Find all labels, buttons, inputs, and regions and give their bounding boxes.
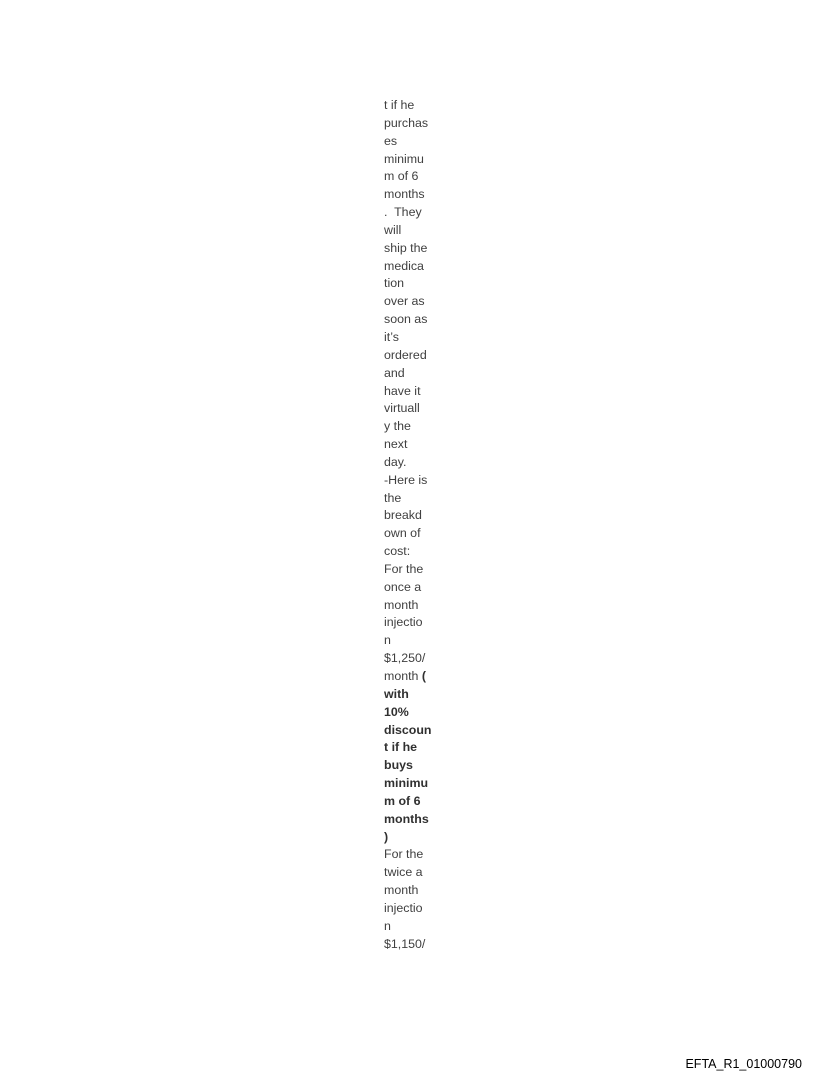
- text-line-content: t if he: [384, 740, 418, 755]
- text-line-content: discoun: [384, 722, 432, 737]
- text-line: [384, 365, 440, 383]
- text-line: [384, 293, 440, 311]
- text-line: [384, 258, 440, 276]
- text-line: [384, 97, 440, 115]
- text-line-content: es: [384, 133, 398, 148]
- text-line: [384, 436, 440, 454]
- text-line-content: with: [384, 686, 409, 701]
- text-line: [384, 311, 440, 329]
- text-line-content: will: [384, 222, 402, 237]
- text-line: [384, 918, 440, 936]
- text-line: [384, 900, 440, 918]
- text-line: [384, 115, 440, 133]
- text-line-content: once a: [384, 579, 422, 594]
- text-line: [384, 722, 440, 740]
- text-line: [384, 579, 440, 597]
- text-line: [384, 668, 440, 686]
- text-line: [384, 400, 440, 418]
- text-line-content: n: [384, 918, 391, 933]
- text-line: [384, 846, 440, 864]
- text-line-content: the: [384, 490, 402, 505]
- text-line-content: it’s: [384, 329, 399, 344]
- text-line-content: twice a: [384, 865, 423, 880]
- text-line-content: purchas: [384, 115, 429, 130]
- text-line: [384, 525, 440, 543]
- text-line-content: y the: [384, 419, 411, 434]
- text-line: [384, 811, 440, 829]
- text-line-content: over as: [384, 294, 425, 309]
- text-line: [384, 329, 440, 347]
- text-line-content: m of 6: [384, 169, 419, 184]
- text-column: [384, 97, 440, 954]
- text-line-content: ordered: [384, 347, 427, 362]
- text-line-content: month: [384, 883, 419, 898]
- text-line: [384, 614, 440, 632]
- text-line-content: medica: [384, 258, 424, 273]
- text-line: [384, 454, 440, 472]
- text-line: [384, 383, 440, 401]
- text-line-content: month: [384, 669, 422, 683]
- text-line-content: injectio: [384, 615, 423, 630]
- text-line: [384, 775, 440, 793]
- text-line-content: virtuall: [384, 401, 420, 416]
- text-line-content: month: [384, 597, 419, 612]
- text-line-content: buys: [384, 758, 413, 773]
- text-line: [384, 133, 440, 151]
- text-line-content: months: [384, 811, 429, 826]
- text-line: [384, 347, 440, 365]
- text-line: [384, 686, 440, 704]
- text-line: [384, 240, 440, 258]
- text-line: [384, 650, 440, 668]
- text-line: [384, 864, 440, 882]
- text-line-content: breakd: [384, 508, 422, 523]
- text-line: [384, 739, 440, 757]
- text-line: [384, 418, 440, 436]
- text-line: [384, 204, 440, 222]
- text-line-content: -Here is: [384, 472, 428, 487]
- text-line-content: tion: [384, 276, 404, 291]
- text-line: [384, 275, 440, 293]
- text-line: [384, 757, 440, 775]
- text-line-content: 10%: [384, 704, 409, 719]
- text-line: [384, 561, 440, 579]
- text-line: [384, 597, 440, 615]
- text-line-content: ): [384, 829, 389, 844]
- text-line: [384, 793, 440, 811]
- text-line-content: minimu: [384, 776, 429, 791]
- text-line-content: For the: [384, 847, 424, 862]
- text-line: [384, 704, 440, 722]
- text-line-content: and: [384, 365, 405, 380]
- text-line-content: $1,250/: [384, 651, 426, 666]
- text-line: [384, 632, 440, 650]
- text-line-content: injectio: [384, 900, 423, 915]
- text-line-bold-suffix: (: [421, 669, 427, 683]
- text-line-content: minimu: [384, 151, 424, 166]
- text-line-content: next: [384, 437, 408, 452]
- text-line: [384, 222, 440, 240]
- text-line: [384, 882, 440, 900]
- text-line: [384, 543, 440, 561]
- text-line-content: $1,150/: [384, 936, 426, 951]
- text-line-content: . They: [384, 205, 422, 220]
- text-line: [384, 472, 440, 490]
- text-line: [384, 490, 440, 508]
- document-id-label: EFTA_R1_01000790: [685, 1057, 802, 1071]
- text-line: [384, 151, 440, 169]
- text-line-content: day.: [384, 454, 407, 469]
- text-line-content: n: [384, 633, 391, 648]
- text-line-content: soon as: [384, 312, 428, 327]
- text-line-content: For the: [384, 561, 424, 576]
- text-line: [384, 168, 440, 186]
- text-line: [384, 186, 440, 204]
- text-line-content: t if he: [384, 98, 415, 112]
- text-line: [384, 829, 440, 847]
- text-line: [384, 936, 440, 954]
- text-line-content: cost:: [384, 544, 411, 559]
- text-line-content: months: [384, 187, 425, 202]
- text-line-content: m of 6: [384, 793, 421, 808]
- text-line-content: own of: [384, 526, 421, 541]
- text-line: [384, 507, 440, 525]
- text-line-content: ship the: [384, 240, 428, 255]
- text-line-content: have it: [384, 383, 421, 398]
